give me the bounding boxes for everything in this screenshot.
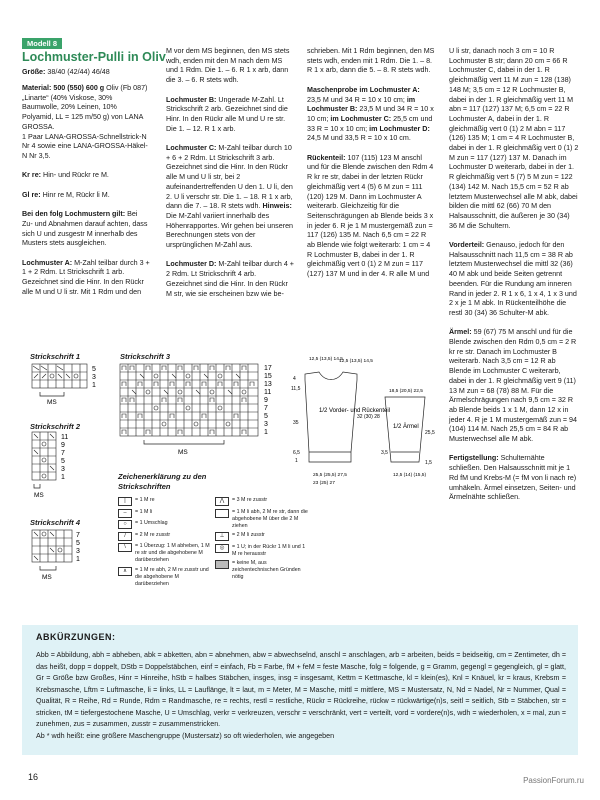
legend-text: = 1 M li xyxy=(135,508,153,515)
chart-2-row-11: 11 xyxy=(61,434,69,441)
chart-4-title: Strickschrift 4 xyxy=(30,518,81,527)
dim-neck: 12,5 (13,5) 14,5 xyxy=(309,357,343,362)
legend-text: = 1 M re abh, 2 M re zusstr und die abgehobene M darüberziehen xyxy=(135,566,209,587)
hint-label: Hinweis: xyxy=(262,202,292,211)
sleeve-label: Ärmel: xyxy=(449,328,472,337)
chart-1-ms: MS xyxy=(47,399,57,406)
back-text: 107 (115) 123 M anschl und für die Blende zwischen den Rdm 4 R kr re str, dabei in der letzten Rückr gleichmäßig vert 4 (5) 6 M zun = 111 (120) 129 M. Dann im Lochmuster A weiterarb. Gleichzeitig für die Seitenschrägungen ab Blende beids 3 x in jeder 6. R je 1 M mustergemäß zun = 117 (126) 135 M. Nach 6,5 cm = 22 R ab Blende wie folgt weiterarb: 1 cm = 4 R Lochmuster B, dabei in der 1. R gleichmäßig vert 0 (1) 2 M zun = 117 (127) 137 M und in der 4. R alle M und xyxy=(307,153,434,279)
chart-2-row-3: 3 xyxy=(61,466,65,473)
k3tog-icon: ⋀ xyxy=(215,497,229,506)
kraus-label: Kr re: xyxy=(22,171,42,180)
legend-title: Zeichenerklärung zu den Strickschriften xyxy=(118,472,207,491)
no-stitch-icon xyxy=(215,560,229,569)
size-label: Größe: xyxy=(22,68,46,76)
lochmuster-c-text: M-Zahl teilbar durch 10 + 6 + 2 Rdm. Lt Strickschrift 3 arb. Gezeichnet sind die Hinr. In den Rückr alle M und U li str, bei 2 aufeinandertreffenden U den 1. U li, den 2. U li verschr str. Die 1. – 18. R 1 x arb, dann die 7. – 18. R stets wdh. xyxy=(166,144,293,211)
legend-item xyxy=(215,544,310,558)
col4-intro: U li str, danach noch 3 cm = 10 R Lochmuster B str; dann 20 cm = 66 R Lochmuster C, dabei in der 1. R gleichmäßig vert 11 M zun = 128 (138) 148 M; 3,5 cm = 12 R Lochmuster B, dabei in der 1. R gleichmäßig vert 11 M abn = 117 (127) 137 M; 6,5 cm = 22 R Lochmuster A, dabei in der 1. R gleichmäßig vert 0 (1) 2 M abn = 117 (126) 135 M; 1 cm = 4 R Lochmuster B, dabei in der 1. R gleichmäßig vert 0 (1) 2 M zun = 117 (127) 137 M. Danach im Lochmuster D weiterarb, dabei in der 1. R gleichmäßig vert 5 (7) 5 M zun = 122 (134) 142 M. Nach 15,5 cm = 52 R ab letztem Musterwechsel alle M abk, dabei bilden die mittl 62 (66) 70 M den Halsausschnitt, die äußeren je 30 (34) 36 M die Schultern. xyxy=(449,47,579,230)
body-label: 1/2 Vorder- und Rückenteil xyxy=(319,408,391,414)
dim-1: 1 xyxy=(295,458,298,464)
legend-item xyxy=(118,543,210,564)
back-paragraph xyxy=(307,154,435,280)
chart-3-row-9: 9 xyxy=(264,397,268,404)
chart-4-ms: MS xyxy=(42,574,52,581)
lochmuster-note-text: Bei Zu- und Abnahmen darauf achten, dass sich U und zusgestr M innerhalb des Musters stets ausgleichen. xyxy=(22,210,148,248)
p2tog-icon: ⊥ xyxy=(215,532,229,541)
gauge-c-label: im Lochmuster C: xyxy=(330,114,392,123)
legend-text: = 1 Überzug: 1 M abheben, 1 M re str und die abgehobene M darüberziehen xyxy=(135,543,210,563)
chart-3-row-11: 11 xyxy=(264,389,272,396)
knit-stitch-icon: | xyxy=(118,497,132,506)
chart-1-row-3: 3 xyxy=(92,374,96,381)
legend-text: = 2 M li zusstr xyxy=(232,532,265,538)
chart-3-title: Strickschrift 3 xyxy=(120,352,171,361)
finishing-label: Fertigstellung: xyxy=(449,454,499,463)
k2tog-icon: / xyxy=(118,532,132,541)
yarn-over-icon: ○ xyxy=(118,520,132,529)
dim-sleeve-h: 25,5 xyxy=(425,430,435,436)
size-value: 38/40 (42/44) 46/48 xyxy=(45,68,110,76)
legend-item xyxy=(118,497,210,506)
chart-1-row-5: 5 xyxy=(92,366,96,373)
lochmuster-b-label: Lochmuster B: xyxy=(166,95,217,104)
col2-intro: M vor dem MS beginnen, den MS stets wdh, enden mit den M nach dem MS und 1 Rdm. Die 1. – 6. R 1 x arb, dann die 3. – 6. R stets wdh. xyxy=(166,47,290,85)
chart-3-ms: MS xyxy=(178,449,188,456)
model-badge: Modell 8 xyxy=(22,38,62,49)
material-text: Oliv (Fb 087) „Linarte“ (40% Viskose, 30% Baumwolle, 20% Leinen, 10% Polyamid, LL = 125 m/50 g) von LANA GROSSA. xyxy=(22,84,148,131)
lochmuster-b-paragraph xyxy=(166,96,294,135)
material-label: Material: 500 (550) 600 g xyxy=(22,84,105,92)
needles-paragraph: 1 Paar LANA-GROSSA-Schnellstrick-N Nr 4 sowie eine LANA-GROSSA-Häkel-N Nr 3,5. xyxy=(22,132,148,160)
chart-2-row-1: 1 xyxy=(61,474,65,481)
legend-text: = 1 Umschlag xyxy=(135,520,168,526)
chart-2-ms: MS xyxy=(34,492,44,499)
chart-4-row-5: 5 xyxy=(76,540,80,547)
kraus-text: Hin- und Rückr re M. xyxy=(41,171,109,180)
gauge-c: 25,5 cm und 33 R = 10 x 10 cm; xyxy=(307,114,433,133)
hint-text: Die M-Zahl variiert innerhalb des Höhenrapportes. Wir gehen bei unseren Berechnungen stets von der ursprünglichen M-Zahl aus. xyxy=(166,211,294,250)
sleeve-text: 59 (67) 75 M anschl und für die Blende zwischen den Rdm 0,5 cm = 2 R kr re str. Danach im Lochmuster B weiterarb. Nach 3,5 cm = 12 R ab Blende im Lochmuster C weiterarb, dabei in der 1. R gleichmäßig vert 9 (11) 13 M zun = 68 (78) 88 M. Für die Ärmelschrägungen nach 9,5 cm = 32 R ab Blende beids 1 x 1 M, dann 12 x in jeder 4. R je 1 M mustergemäß zun = 94 (104) 114 M. Nach 25,5 cm = 84 R ab Musterwechsel alle M abk. xyxy=(449,328,577,444)
finishing-text: Schulternähte schließen. Den Halsausschnitt mit je 1 Rd fM und Krebs-M (= fM von li nach re) umhäkeln. Ärmel einsetzen, Seiten- und Ärmelnähte schließen. xyxy=(449,454,577,502)
lochmuster-b-text: Ungerade M-Zahl. Lt Strickschrift 2 arb. Gezeichnet sind die Hinr. In den Rückr alle M und U re str. Die 1. – 12. R 1 x arb. xyxy=(166,95,288,133)
lochmuster-d-label: Lochmuster D: xyxy=(166,260,217,269)
dim-1-5: 1,5 xyxy=(425,460,432,466)
gauge-paragraph xyxy=(307,86,435,144)
column-1 xyxy=(22,84,150,307)
abbreviations-title: ABKÜRZUNGEN: xyxy=(36,632,116,642)
lochmuster-d-paragraph xyxy=(166,260,294,299)
dim-shoulder: 12,5 (13,5) 14,5 xyxy=(339,359,373,364)
chart-1-row-1: 1 xyxy=(92,382,96,389)
dim-4: 4 xyxy=(293,376,296,382)
dim-6-5: 6,5 xyxy=(293,450,300,456)
legend-item xyxy=(118,567,210,588)
abbreviations-list: Abb = Abbildung, abh = abheben, abk = abketten, abn = abnehmen, abw = abwechselnd, anschl = anschlagen, arb = arbeiten, beids = beidseitig, cm = Zentimeter, dh = das heißt, dopp = doppelt, DStb = Doppelstäbchen, einf = einfach, Fb = Farbe, fM + feM = feste Masche, folg = folgende, g = Gramm, gegengl = gegengleich, gl = glatt, Gr = Größe bzw Großes, Hinr = Hinreihe, hStb = halbes Stäbchen, insges, insg = insgesamt, Kettm = Kettmasche, kl = klein(es), Knl = Knäuel, kr = kraus, Krebsm = Krebsmasche, Lftm = Luftmasche, li = links, LL = Lauflänge, lt = laut, m = Meter, M = Masche, mittl = mittlere, MS = Mustersatz, N, Nd = Nadel, Nr = Nummer, Qual = Qualität, R = Reihe, Rd = Runde, Rdm = Randmasche, re = rechts, restl = restliche, Rückr = Rückreihe, rückw = rückwärtige(n)s, seitl = seitlich, Stb = Stäbchen, str = stricken, tM = tiefergestochene Masche, U = Umschlag, verkr = verkreuzen, verschr = verschränkt, vert = verteilt, vord = vordere(n)s, wdh = wiederholen, x = mal, zun = zunehmen, zus = zusammen, zusstr = zusammenstricken. xyxy=(36,651,566,728)
gauge-d-label: im Lochmuster D: xyxy=(369,124,430,133)
legend-item xyxy=(118,520,210,529)
legend-text: = 3 M re zusstr xyxy=(232,497,268,503)
sleeve-label: 1/2 Ärmel xyxy=(393,424,419,430)
gauge-b: 23,5 M und 34 R = 10 x 10 cm; xyxy=(307,105,434,123)
column-2 xyxy=(166,47,294,309)
legend-item xyxy=(215,532,310,541)
legend-right xyxy=(215,497,310,584)
legend-item xyxy=(215,560,310,581)
legend-text: = 2 M re zusstr xyxy=(135,531,171,538)
chart-3-grid xyxy=(118,362,293,462)
sleeve-paragraph xyxy=(449,328,579,444)
chart-2-row-7: 7 xyxy=(61,450,65,457)
dim-width2: 23 (25) 27 xyxy=(313,481,335,486)
dim-sleeve-top: 18,5 (20,5) 22,5 xyxy=(389,389,423,394)
lochmuster-a-text: M-Zahl teilbar durch 3 + 1 + 2 Rdm. Lt Strickschrift 1 arb. Gezeichnet sind die Hinr. In den Rückr alle M und U li str. Mit 1 Rdm und den xyxy=(22,258,150,296)
dim-3-5: 3,5 xyxy=(381,450,388,456)
garment-schematic xyxy=(285,352,445,502)
page-number: 16 xyxy=(28,772,39,782)
lochmuster-note-label: Bei den folg Lochmustern gilt: xyxy=(22,210,126,219)
chart-3-row-13: 13 xyxy=(264,381,272,388)
purl-stitch-icon: – xyxy=(118,509,132,518)
chart-3-row-1: 1 xyxy=(264,429,268,436)
body-outline xyxy=(305,372,357,462)
legend-item xyxy=(118,509,210,518)
kraus-paragraph xyxy=(22,171,150,181)
lochmuster-c-label: Lochmuster C: xyxy=(166,144,217,152)
dim-11-5: 11,5 xyxy=(291,386,301,392)
abbreviations-note: Ab * wdh heißt: eine größere Maschengruppe (Mustersatz) so oft wiederholen, wie angegeben xyxy=(36,731,335,740)
lochmuster-note xyxy=(22,210,150,249)
back-label: Rückenteil: xyxy=(307,153,346,162)
chart-3-row-15: 15 xyxy=(264,373,272,380)
watermark: PassionForum.ru xyxy=(523,776,584,785)
yo-double-icon: ◎ xyxy=(215,544,229,553)
legend-text: = 1 M li abh, 2 M re str, dann die abgehobene M über die 2 M ziehen xyxy=(232,508,308,529)
dim-32: 32 (30) 28 xyxy=(357,414,380,420)
gauge-label: Maschenprobe im Lochmuster A: xyxy=(307,85,420,94)
gauge-a: 23,5 M und 34 R = 10 x 10 cm; xyxy=(307,95,407,104)
chart-4-row-1: 1 xyxy=(76,556,80,563)
finishing-paragraph xyxy=(449,454,579,503)
dim-width: 25,5 (25,5) 27,5 xyxy=(313,473,347,478)
column-4 xyxy=(449,47,579,513)
chart-3-row-7: 7 xyxy=(264,405,268,412)
glatt-label: Gl re: xyxy=(22,190,41,199)
chart-2-row-5: 5 xyxy=(61,458,65,465)
skp-icon: \ xyxy=(118,543,132,552)
lochmuster-a-paragraph xyxy=(22,259,150,298)
legend-item xyxy=(118,532,210,541)
page-title: Lochmuster-Pulli in Oliv xyxy=(22,50,166,64)
lochmuster-c-paragraph xyxy=(166,144,294,251)
chart-2-row-9: 9 xyxy=(61,442,65,449)
col3-intro: schrieben. Mit 1 Rdm beginnen, den MS stets wdh, enden mit 1 Rdm. Die 1. – 8. R 1 x arb, dann die 5. – 8. R stets wdh. xyxy=(307,47,435,75)
legend-text: = 1 M re xyxy=(135,497,155,503)
material-paragraph xyxy=(22,84,150,133)
chart-2-title: Strickschrift 2 xyxy=(30,422,81,431)
legend-left xyxy=(118,497,210,590)
gauge-b-label: im Lochmuster B: xyxy=(307,95,416,114)
chart-3-row-5: 5 xyxy=(264,413,268,420)
gauge-d: 24,5 M und 33,5 R = 10 x 10 cm. xyxy=(307,134,411,143)
legend-item xyxy=(215,509,310,530)
legend-text: = 1 U; in der Rückr 1 M li und 1 M re herausstr xyxy=(232,543,306,557)
front-paragraph xyxy=(449,241,579,319)
front-label: Vorderteil: xyxy=(449,241,485,250)
chart-4-grid xyxy=(30,528,100,583)
lochmuster-d-text: M-Zahl teilbar durch 4 + 2 Rdm. Lt Strickschrift 4 arb. Gezeichnet sind die Hinr. In den Rückr M str, wie sie erscheinen bzw wie be- xyxy=(166,260,294,298)
dim-35: 35 xyxy=(293,420,299,426)
chart-4-row-3: 3 xyxy=(76,548,80,555)
chart-1-grid xyxy=(30,362,115,414)
chart-4-row-7: 7 xyxy=(76,532,80,539)
dim-sleeve-bottom: 12,5 (14) (15,5) xyxy=(393,473,427,478)
glatt-paragraph xyxy=(22,191,150,201)
chart-3-row-17: 17 xyxy=(264,365,272,372)
chart-1-title: Strickschrift 1 xyxy=(30,352,81,361)
column-3 xyxy=(307,47,435,290)
front-text: Genauso, jedoch für den Halsausschnitt nach 11,5 cm = 38 R ab letztem Musterwechsel die mittl 32 (36) 40 M abk und beide Seiten getrennt beenden. Für die Rundung am inneren Rand in jeder 2. R 1 x 6, 1 x 4, 1 x 3 und 2 x je 1 M abk. In Rückenteilhöhe die restl 30 (34) 36 Schulter-M abk. xyxy=(449,241,577,317)
chart-3-row-3: 3 xyxy=(264,421,268,428)
psso-icon: ⌒ xyxy=(215,509,229,518)
size-line xyxy=(22,68,110,76)
sk2p-icon: ∧ xyxy=(118,567,132,576)
lochmuster-a-label: Lochmuster A: xyxy=(22,258,73,267)
chart-2-grid xyxy=(30,430,90,502)
legend-text: = keine M, aus zeichentechnischen Gründen nötig xyxy=(232,560,301,580)
abbreviations-text xyxy=(36,650,566,742)
glatt-text: Hinr re M, Rückr li M. xyxy=(40,190,110,199)
